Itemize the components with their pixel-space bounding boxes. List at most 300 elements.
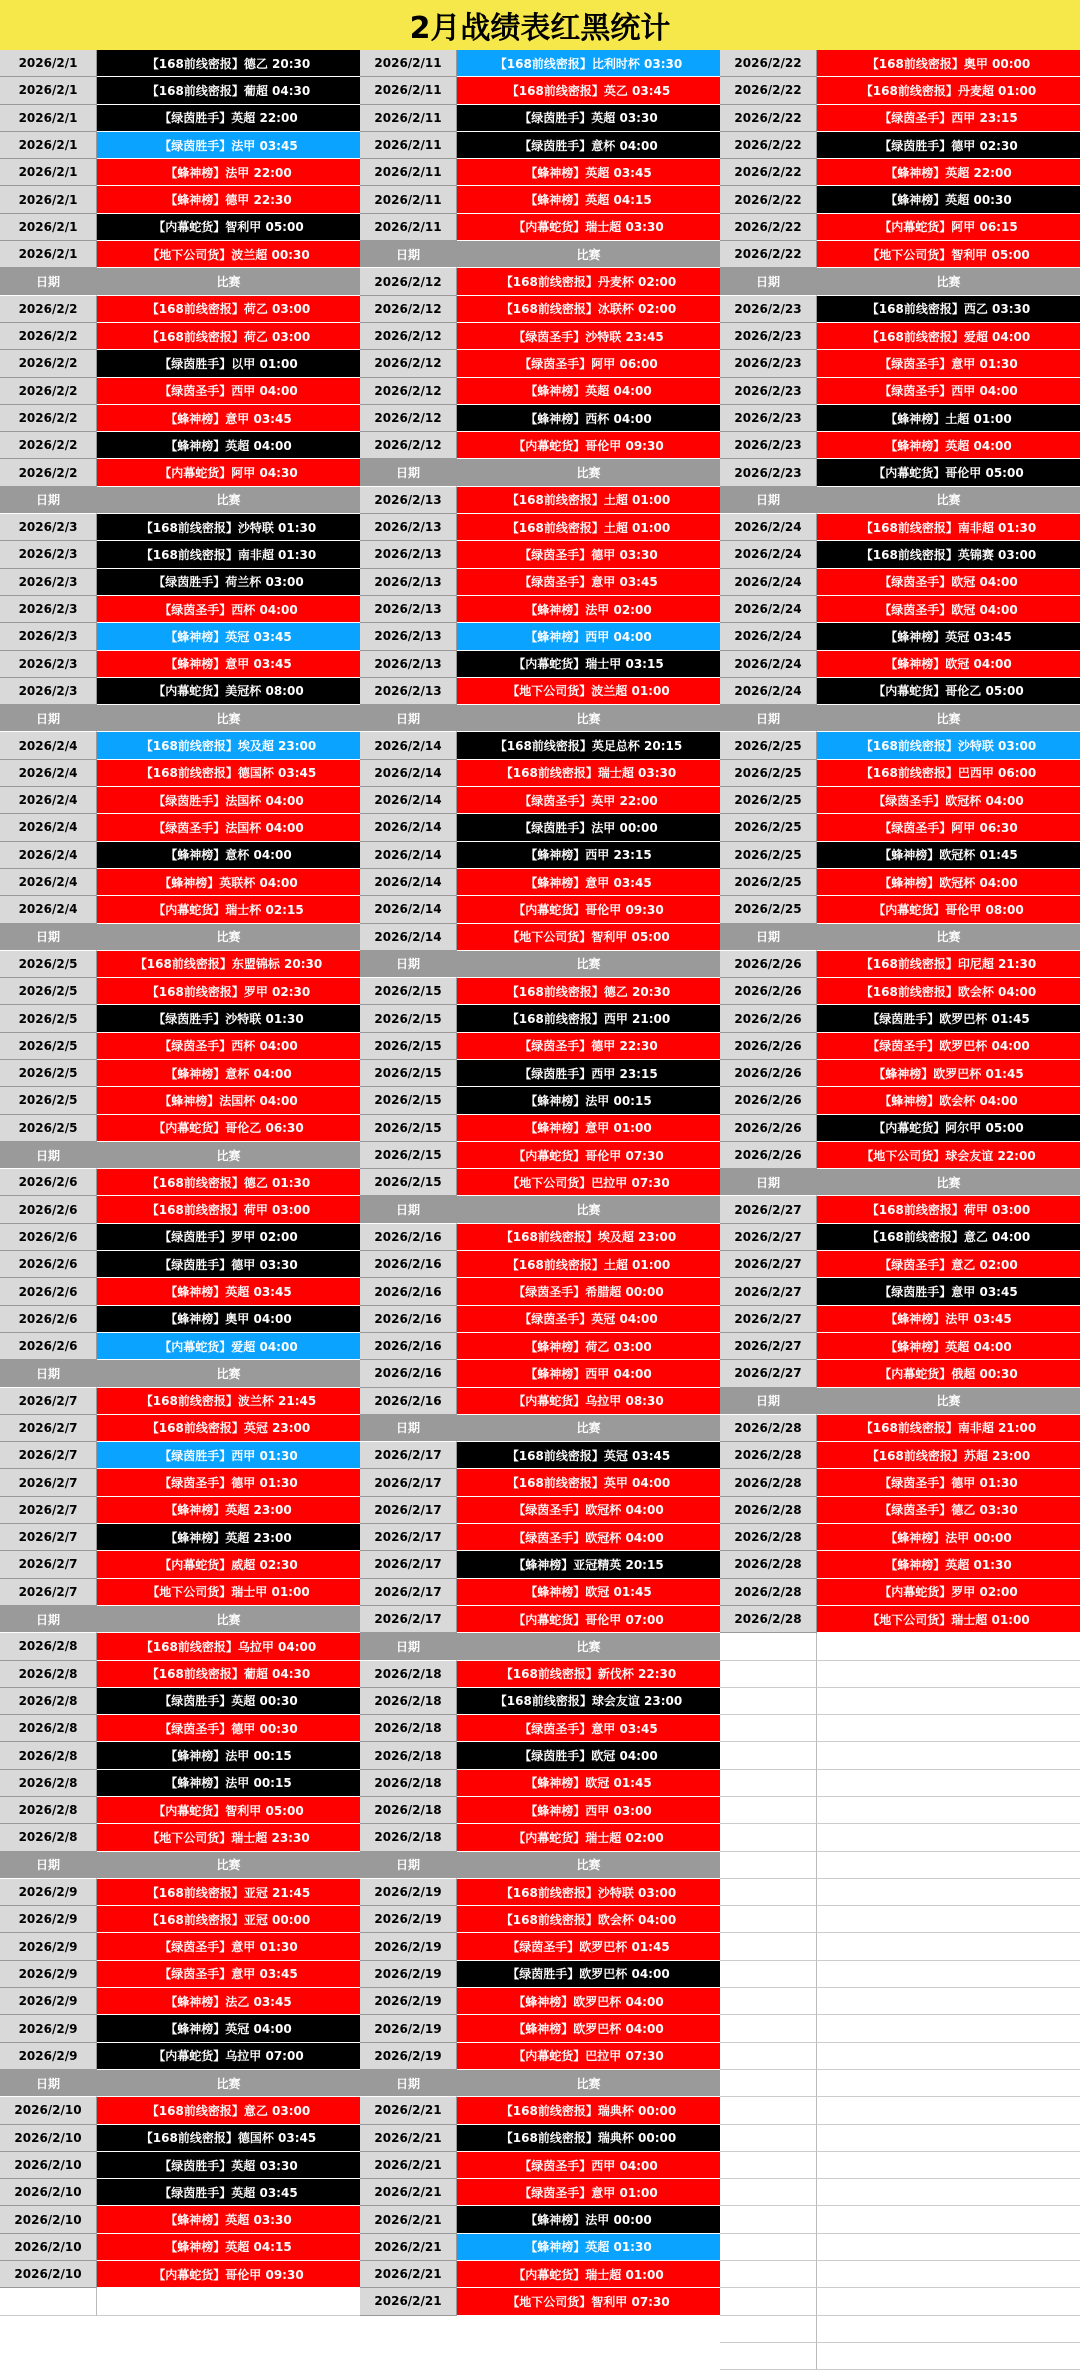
- table-row: [720, 514, 1080, 541]
- date-cell: 2026/2/10: [0, 2152, 97, 2179]
- match-cell: 【168前线密报】新伐杯 22:30: [457, 1661, 720, 1688]
- table-row: [0, 1442, 360, 1469]
- match-cell: 【蜂神榜】德甲 22:30: [97, 186, 360, 213]
- date-cell: 2026/2/26: [720, 951, 817, 978]
- table-row: [360, 1988, 720, 2015]
- match-cell: 【绿茵圣手】阿甲 06:00: [457, 350, 720, 377]
- table-row: [360, 1661, 720, 1688]
- empty-date-cell: [720, 2097, 817, 2124]
- match-cell: 【168前线密报】丹麦杯 02:00: [457, 268, 720, 295]
- empty-date-cell: [0, 2288, 97, 2315]
- table-row: [0, 296, 360, 323]
- match-cell: 【地下公司货】瑞士甲 01:00: [97, 1579, 360, 1606]
- date-cell: 2026/2/7: [0, 1524, 97, 1551]
- date-cell: 2026/2/17: [360, 1606, 457, 1633]
- empty-date-cell: [720, 2261, 817, 2288]
- date-cell: 2026/2/26: [720, 1033, 817, 1060]
- match-cell: 【168前线密报】英足总杯 20:15: [457, 732, 720, 759]
- table-row: [360, 2015, 720, 2042]
- match-cell: 【地下公司货】瑞士超 01:00: [817, 1606, 1080, 1633]
- date-cell: 2026/2/9: [0, 1906, 97, 1933]
- date-column-header: 日期: [720, 705, 817, 732]
- table-row: [0, 1005, 360, 1032]
- match-cell: 【168前线密报】德国杯 03:45: [97, 760, 360, 787]
- match-column-header: 比赛: [97, 705, 360, 732]
- date-cell: 2026/2/2: [0, 432, 97, 459]
- match-cell: 【蜂神榜】英冠 04:00: [97, 2015, 360, 2042]
- date-cell: 2026/2/8: [0, 1715, 97, 1742]
- match-cell: 【168前线密报】丹麦超 01:00: [817, 77, 1080, 104]
- table-row: [720, 678, 1080, 705]
- table-row: [720, 651, 1080, 678]
- date-cell: 2026/2/15: [360, 1087, 457, 1114]
- match-column-header: 比赛: [457, 241, 720, 268]
- match-cell: 【内幕蛇货】哥伦乙 06:30: [97, 1115, 360, 1142]
- match-cell: 【绿茵圣手】欧冠 04:00: [817, 596, 1080, 623]
- date-cell: 2026/2/24: [720, 596, 817, 623]
- match-column-header: 比赛: [97, 1142, 360, 1169]
- table-row: [0, 514, 360, 541]
- match-cell: 【168前线密报】奥甲 00:00: [817, 50, 1080, 77]
- match-cell: 【内幕蛇货】哥伦甲 09:30: [97, 2261, 360, 2288]
- empty-match-cell: [817, 1688, 1080, 1715]
- table-row: [720, 978, 1080, 1005]
- table-row: [0, 1906, 360, 1933]
- date-cell: 2026/2/26: [720, 1115, 817, 1142]
- table-header-row: [720, 487, 1080, 514]
- match-cell: 【蜂神榜】英冠 03:45: [97, 623, 360, 650]
- table-row: [0, 869, 360, 896]
- table-row: [360, 1606, 720, 1633]
- empty-match-cell: [817, 1715, 1080, 1742]
- table-row: [360, 296, 720, 323]
- match-cell: 【绿茵圣手】西甲 04:00: [817, 378, 1080, 405]
- empty-date-cell: [720, 2043, 817, 2070]
- table-row: [0, 459, 360, 486]
- table-row: [360, 1933, 720, 1960]
- match-column-header: 比赛: [97, 1606, 360, 1633]
- date-cell: 2026/2/26: [720, 1060, 817, 1087]
- table-row: [360, 1770, 720, 1797]
- table-row: [0, 241, 360, 268]
- date-cell: 2026/2/16: [360, 1306, 457, 1333]
- table-row: [360, 1524, 720, 1551]
- empty-row: [720, 1770, 1080, 1797]
- date-column-header: 日期: [360, 705, 457, 732]
- date-cell: 2026/2/18: [360, 1824, 457, 1851]
- date-cell: 2026/2/7: [0, 1415, 97, 1442]
- empty-match-cell: [817, 1633, 1080, 1660]
- match-cell: 【蜂神榜】欧会杯 04:00: [817, 1087, 1080, 1114]
- table-header-row: [0, 1852, 360, 1879]
- date-cell: 2026/2/13: [360, 487, 457, 514]
- match-cell: 【蜂神榜】意杯 04:00: [97, 842, 360, 869]
- table-row: [0, 2043, 360, 2070]
- empty-date-cell: [720, 1688, 817, 1715]
- table-row: [360, 514, 720, 541]
- date-cell: 2026/2/16: [360, 1388, 457, 1415]
- table-row: [720, 432, 1080, 459]
- match-cell: 【地下公司货】智利甲 05:00: [817, 241, 1080, 268]
- table-row: [720, 842, 1080, 869]
- date-cell: 2026/2/8: [0, 1770, 97, 1797]
- table-row: [0, 1196, 360, 1223]
- date-cell: 2026/2/4: [0, 732, 97, 759]
- date-cell: 2026/2/18: [360, 1742, 457, 1769]
- table-row: [720, 814, 1080, 841]
- date-cell: 2026/2/28: [720, 1606, 817, 1633]
- date-cell: 2026/2/8: [0, 1688, 97, 1715]
- date-cell: 2026/2/8: [0, 1633, 97, 1660]
- table-row: [720, 1333, 1080, 1360]
- date-cell: 2026/2/3: [0, 596, 97, 623]
- date-column-header: 日期: [0, 1360, 97, 1387]
- date-column-header: 日期: [0, 1142, 97, 1169]
- date-cell: 2026/2/14: [360, 732, 457, 759]
- date-cell: 2026/2/21: [360, 2097, 457, 2124]
- empty-match-cell: [817, 2097, 1080, 2124]
- table-row: [360, 323, 720, 350]
- date-cell: 2026/2/28: [720, 1442, 817, 1469]
- date-cell: 2026/2/21: [360, 2234, 457, 2261]
- empty-date-cell: [720, 1633, 817, 1660]
- date-cell: 2026/2/15: [360, 1169, 457, 1196]
- table-row: [360, 1906, 720, 1933]
- empty-row: [720, 1633, 1080, 1660]
- table-header-row: [360, 459, 720, 486]
- date-cell: 2026/2/3: [0, 678, 97, 705]
- table-row: [0, 2125, 360, 2152]
- date-cell: 2026/2/7: [0, 1579, 97, 1606]
- table-row: [720, 1278, 1080, 1305]
- table-row: [360, 678, 720, 705]
- match-cell: 【168前线密报】荷甲 03:00: [817, 1196, 1080, 1223]
- match-cell: 【内幕蛇货】阿甲 04:30: [97, 459, 360, 486]
- empty-row: [720, 2343, 1080, 2370]
- date-cell: 2026/2/4: [0, 787, 97, 814]
- table-row: [720, 1469, 1080, 1496]
- table-row: [720, 459, 1080, 486]
- empty-match-cell: [817, 1961, 1080, 1988]
- date-cell: 2026/2/23: [720, 378, 817, 405]
- date-cell: 2026/2/1: [0, 77, 97, 104]
- match-cell: 【绿茵圣手】意甲 03:45: [457, 1715, 720, 1742]
- date-cell: 2026/2/9: [0, 1961, 97, 1988]
- table-header-row: [360, 951, 720, 978]
- match-cell: 【蜂神榜】土超 01:00: [817, 405, 1080, 432]
- table-row: [720, 541, 1080, 568]
- match-column-header: 比赛: [817, 705, 1080, 732]
- table-row: [360, 186, 720, 213]
- match-cell: 【168前线密报】英锦赛 03:00: [817, 541, 1080, 568]
- date-cell: 2026/2/10: [0, 2206, 97, 2233]
- match-cell: 【蜂神榜】欧罗巴杯 01:45: [817, 1060, 1080, 1087]
- match-cell: 【168前线密报】德乙 20:30: [457, 978, 720, 1005]
- table-row: [360, 105, 720, 132]
- match-cell: 【168前线密报】沙特联 03:00: [817, 732, 1080, 759]
- date-cell: 2026/2/26: [720, 1142, 817, 1169]
- date-cell: 2026/2/21: [360, 2125, 457, 2152]
- match-cell: 【绿茵胜手】欧冠 04:00: [457, 1742, 720, 1769]
- date-cell: 2026/2/5: [0, 1087, 97, 1114]
- match-cell: 【168前线密报】西乙 03:30: [817, 296, 1080, 323]
- match-cell: 【蜂神榜】西甲 04:00: [457, 1360, 720, 1387]
- table-row: [0, 50, 360, 77]
- empty-row: [720, 2125, 1080, 2152]
- table-row: [360, 1797, 720, 1824]
- match-cell: 【168前线密报】德国杯 03:45: [97, 2125, 360, 2152]
- date-cell: 2026/2/5: [0, 978, 97, 1005]
- date-cell: 2026/2/27: [720, 1251, 817, 1278]
- match-cell: 【绿茵胜手】英超 03:30: [457, 105, 720, 132]
- match-cell: 【蜂神榜】英超 04:00: [457, 378, 720, 405]
- empty-row: [720, 1988, 1080, 2015]
- table-row: [0, 651, 360, 678]
- empty-row: [0, 2288, 360, 2315]
- date-column-header: 日期: [360, 951, 457, 978]
- date-cell: 2026/2/22: [720, 241, 817, 268]
- match-cell: 【蜂神榜】英超 23:00: [97, 1497, 360, 1524]
- empty-row: [720, 1906, 1080, 1933]
- empty-date-cell: [720, 2288, 817, 2315]
- match-cell: 【蜂神榜】英联杯 04:00: [97, 869, 360, 896]
- table-header-row: [0, 2070, 360, 2097]
- date-cell: 2026/2/11: [360, 214, 457, 241]
- empty-match-cell: [817, 1770, 1080, 1797]
- match-cell: 【蜂神榜】西甲 23:15: [457, 842, 720, 869]
- empty-row: [720, 1852, 1080, 1879]
- date-cell: 2026/2/8: [0, 1742, 97, 1769]
- match-cell: 【168前线密报】爱超 04:00: [817, 323, 1080, 350]
- table-row: [0, 1415, 360, 1442]
- table-row: [360, 2261, 720, 2288]
- table-row: [720, 378, 1080, 405]
- date-cell: 2026/2/10: [0, 2179, 97, 2206]
- date-cell: 2026/2/18: [360, 1661, 457, 1688]
- date-column-header: 日期: [0, 1852, 97, 1879]
- date-cell: 2026/2/1: [0, 241, 97, 268]
- table-row: [720, 1306, 1080, 1333]
- empty-match-cell: [817, 2070, 1080, 2097]
- date-cell: 2026/2/27: [720, 1196, 817, 1223]
- match-cell: 【168前线密报】英冠 03:45: [457, 1442, 720, 1469]
- date-cell: 2026/2/25: [720, 760, 817, 787]
- date-cell: 2026/2/23: [720, 296, 817, 323]
- match-cell: 【地下公司货】瑞士超 23:30: [97, 1824, 360, 1851]
- date-cell: 2026/2/6: [0, 1306, 97, 1333]
- empty-date-cell: [720, 1742, 817, 1769]
- match-cell: 【地下公司货】波兰超 00:30: [97, 241, 360, 268]
- date-cell: 2026/2/1: [0, 214, 97, 241]
- empty-date-cell: [720, 2316, 817, 2343]
- match-cell: 【168前线密报】英甲 04:00: [457, 1469, 720, 1496]
- table-header-row: [0, 1606, 360, 1633]
- table-row: [0, 159, 360, 186]
- empty-row: [720, 2206, 1080, 2233]
- table-row: [0, 1715, 360, 1742]
- table-row: [720, 1579, 1080, 1606]
- table-header-row: [720, 705, 1080, 732]
- date-cell: 2026/2/14: [360, 842, 457, 869]
- table-row: [0, 2152, 360, 2179]
- table-header-row: [0, 487, 360, 514]
- table-row: [360, 1469, 720, 1496]
- match-cell: 【绿茵圣手】西甲 04:00: [97, 378, 360, 405]
- table-header-row: [360, 1415, 720, 1442]
- date-cell: 2026/2/25: [720, 842, 817, 869]
- match-column-header: 比赛: [457, 1196, 720, 1223]
- date-cell: 2026/2/13: [360, 569, 457, 596]
- date-cell: 2026/2/16: [360, 1251, 457, 1278]
- date-column-header: 日期: [720, 924, 817, 951]
- table-row: [720, 732, 1080, 759]
- empty-match-cell: [817, 2316, 1080, 2343]
- table-row: [0, 77, 360, 104]
- match-column-header: 比赛: [97, 487, 360, 514]
- empty-match-cell: [97, 2288, 360, 2315]
- date-cell: 2026/2/28: [720, 1415, 817, 1442]
- date-column-header: 日期: [0, 487, 97, 514]
- date-cell: 2026/2/3: [0, 541, 97, 568]
- match-cell: 【168前线密报】意乙 03:00: [97, 2097, 360, 2124]
- match-cell: 【绿茵胜手】意甲 03:45: [817, 1278, 1080, 1305]
- empty-row: [720, 2316, 1080, 2343]
- match-cell: 【168前线密报】意乙 04:00: [817, 1224, 1080, 1251]
- table-row: [360, 842, 720, 869]
- empty-match-cell: [817, 2288, 1080, 2315]
- date-cell: 2026/2/12: [360, 350, 457, 377]
- empty-row: [720, 1961, 1080, 1988]
- date-cell: 2026/2/13: [360, 623, 457, 650]
- table-row: [0, 541, 360, 568]
- table-row: [0, 1933, 360, 1960]
- table-row: [360, 869, 720, 896]
- table-row: [0, 2179, 360, 2206]
- match-cell: 【蜂神榜】法甲 00:15: [457, 1087, 720, 1114]
- match-column-header: 比赛: [817, 487, 1080, 514]
- date-cell: 2026/2/22: [720, 105, 817, 132]
- match-cell: 【蜂神榜】法甲 02:00: [457, 596, 720, 623]
- match-cell: 【168前线密报】沙特联 03:00: [457, 1879, 720, 1906]
- date-column-header: 日期: [360, 459, 457, 486]
- table-row: [0, 323, 360, 350]
- table-row: [360, 1442, 720, 1469]
- table-row: [360, 2152, 720, 2179]
- match-cell: 【168前线密报】欧会杯 04:00: [817, 978, 1080, 1005]
- table-row: [360, 814, 720, 841]
- match-cell: 【绿茵圣手】德甲 01:30: [97, 1469, 360, 1496]
- date-cell: 2026/2/3: [0, 623, 97, 650]
- match-cell: 【168前线密报】荷甲 03:00: [97, 1196, 360, 1223]
- match-cell: 【绿茵圣手】德甲 03:30: [457, 541, 720, 568]
- table-row: [360, 1551, 720, 1578]
- empty-date-cell: [720, 2343, 817, 2370]
- empty-date-cell: [720, 2015, 817, 2042]
- date-cell: 2026/2/19: [360, 1988, 457, 2015]
- table-row: [360, 50, 720, 77]
- table-row: [720, 1142, 1080, 1169]
- date-cell: 2026/2/3: [0, 651, 97, 678]
- date-cell: 2026/2/11: [360, 105, 457, 132]
- date-cell: 2026/2/2: [0, 323, 97, 350]
- table-row: [0, 378, 360, 405]
- match-cell: 【蜂神榜】亚冠精英 20:15: [457, 1551, 720, 1578]
- date-cell: 2026/2/14: [360, 787, 457, 814]
- date-cell: 2026/2/24: [720, 569, 817, 596]
- match-cell: 【内幕蛇货】爱超 04:00: [97, 1333, 360, 1360]
- date-cell: 2026/2/17: [360, 1442, 457, 1469]
- match-cell: 【绿茵圣手】德乙 03:30: [817, 1497, 1080, 1524]
- table-row: [720, 623, 1080, 650]
- table-row: [0, 596, 360, 623]
- match-cell: 【绿茵圣手】欧罗巴杯 04:00: [817, 1033, 1080, 1060]
- date-cell: 2026/2/15: [360, 1142, 457, 1169]
- empty-match-cell: [817, 2343, 1080, 2370]
- date-column-header: 日期: [0, 268, 97, 295]
- table-row: [0, 623, 360, 650]
- date-cell: 2026/2/25: [720, 814, 817, 841]
- table-row: [720, 296, 1080, 323]
- table-row: [360, 1333, 720, 1360]
- match-cell: 【蜂神榜】意甲 01:00: [457, 1115, 720, 1142]
- date-cell: 2026/2/21: [360, 2206, 457, 2233]
- empty-date-cell: [720, 1824, 817, 1851]
- date-cell: 2026/2/19: [360, 1906, 457, 1933]
- date-cell: 2026/2/7: [0, 1551, 97, 1578]
- date-cell: 2026/2/28: [720, 1469, 817, 1496]
- date-cell: 2026/2/8: [0, 1824, 97, 1851]
- match-cell: 【168前线密报】亚冠 00:00: [97, 1906, 360, 1933]
- table-row: [0, 105, 360, 132]
- table-row: [0, 978, 360, 1005]
- table-row: [720, 1524, 1080, 1551]
- empty-date-cell: [720, 1961, 817, 1988]
- date-cell: 2026/2/7: [0, 1469, 97, 1496]
- empty-row: [720, 1661, 1080, 1688]
- empty-row: [720, 2261, 1080, 2288]
- table-row: [360, 924, 720, 951]
- match-cell: 【内幕蛇货】俄超 00:30: [817, 1360, 1080, 1387]
- table-row: [0, 760, 360, 787]
- empty-match-cell: [817, 2125, 1080, 2152]
- table-row: [360, 1715, 720, 1742]
- empty-row: [720, 1742, 1080, 1769]
- date-cell: 2026/2/4: [0, 814, 97, 841]
- match-cell: 【蜂神榜】英超 01:30: [817, 1551, 1080, 1578]
- match-cell: 【蜂神榜】欧冠 01:45: [457, 1770, 720, 1797]
- match-cell: 【绿茵胜手】西甲 23:15: [457, 1060, 720, 1087]
- date-cell: 2026/2/16: [360, 1333, 457, 1360]
- match-cell: 【绿茵胜手】法甲 03:45: [97, 132, 360, 159]
- table-row: [0, 405, 360, 432]
- match-cell: 【蜂神榜】英超 01:30: [457, 2234, 720, 2261]
- table-row: [720, 1115, 1080, 1142]
- table-row: [720, 596, 1080, 623]
- date-cell: 2026/2/4: [0, 896, 97, 923]
- table-row: [720, 186, 1080, 213]
- table-row: [0, 1661, 360, 1688]
- match-cell: 【绿茵圣手】西甲 04:00: [457, 2152, 720, 2179]
- date-cell: 2026/2/25: [720, 787, 817, 814]
- date-cell: 2026/2/9: [0, 1879, 97, 1906]
- date-cell: 2026/2/12: [360, 405, 457, 432]
- match-cell: 【绿茵胜手】英超 22:00: [97, 105, 360, 132]
- match-cell: 【蜂神榜】西杯 04:00: [457, 405, 720, 432]
- table-row: [0, 1988, 360, 2015]
- match-cell: 【绿茵胜手】罗甲 02:00: [97, 1224, 360, 1251]
- date-cell: 2026/2/10: [0, 2261, 97, 2288]
- table-row: [360, 541, 720, 568]
